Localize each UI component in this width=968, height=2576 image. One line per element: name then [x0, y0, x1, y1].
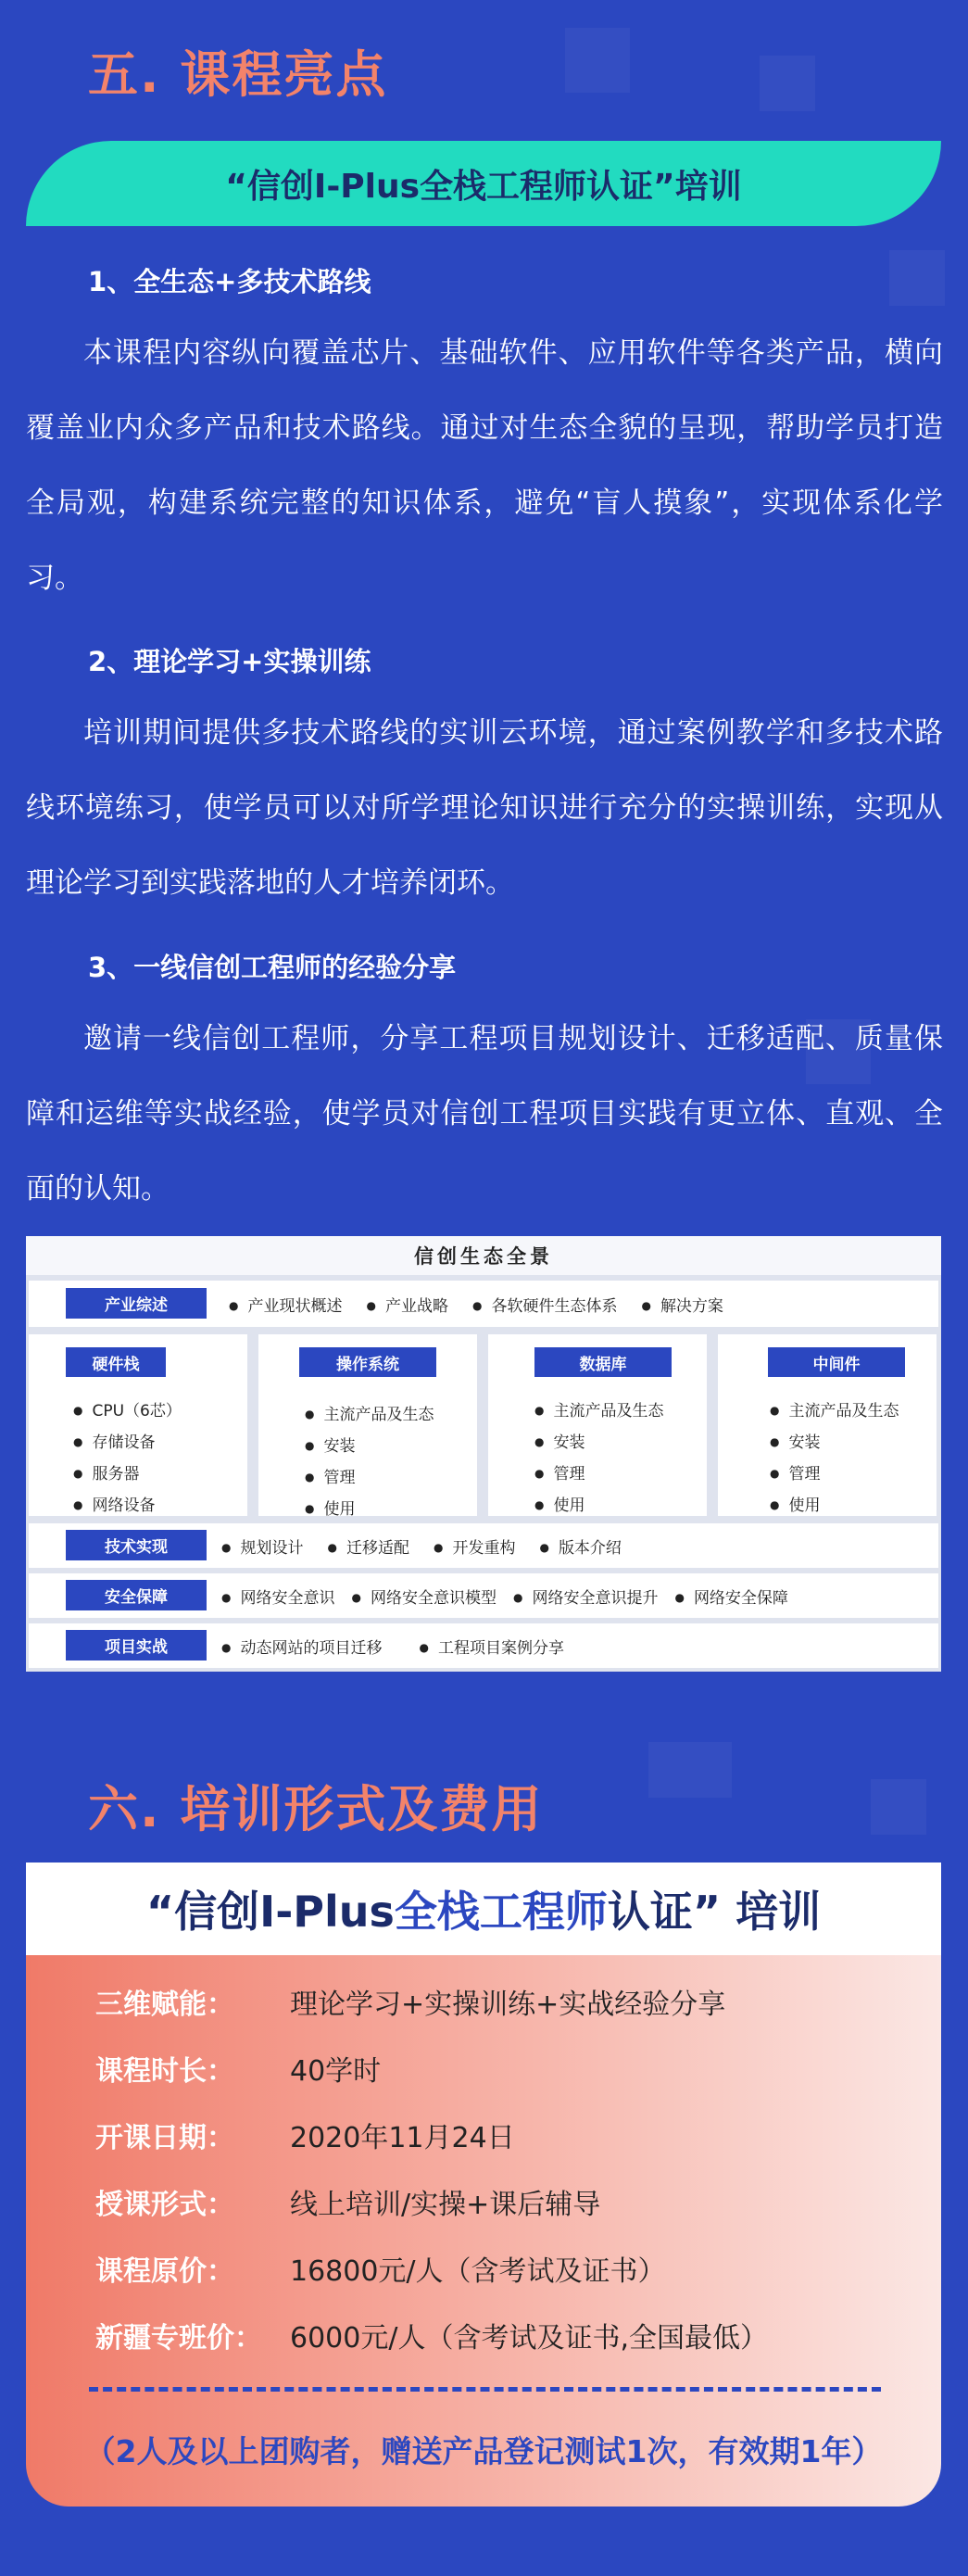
info-row	[95, 2048, 381, 2089]
middleware-label: 中间件	[768, 1347, 905, 1377]
hardware-list	[73, 1395, 182, 1522]
os-column	[258, 1334, 477, 1519]
list-item: ● 主流产品及生态	[770, 1395, 899, 1427]
info-row	[95, 1981, 725, 2022]
background-decoration	[760, 56, 815, 111]
background-decoration	[889, 250, 945, 306]
hardware-label: 硬件栈	[66, 1347, 166, 1377]
list-item: ● 动态网站的项目迁移	[221, 1635, 382, 1658]
list-item: ● 迁移适配	[327, 1534, 409, 1558]
pricing-card	[26, 1863, 941, 2507]
info-label: 新疆专班价：	[95, 2322, 262, 2355]
card-title-highlight: 全栈工程师	[394, 1887, 608, 1937]
list-item: ● 服务器	[73, 1458, 182, 1490]
hardware-column	[29, 1334, 247, 1516]
list-item: ● 网络安全意识	[221, 1585, 334, 1608]
overview-items	[229, 1281, 748, 1327]
list-item: ● 主流产品及生态	[305, 1399, 434, 1431]
list-item: ● 解决方案	[641, 1293, 723, 1316]
os-label: 操作系统	[299, 1347, 436, 1377]
list-item: ● 工程项目案例分享	[419, 1635, 563, 1658]
overview-row	[29, 1281, 938, 1327]
info-value: 6000元/人（含考试及证书,全国最低）	[290, 2322, 768, 2355]
list-item: ● 主流产品及生态	[534, 1395, 663, 1427]
info-label: 课程时长：	[95, 2055, 234, 2088]
list-item: ● 产业现状概述	[229, 1293, 342, 1316]
list-item: ● 开发重构	[434, 1534, 515, 1558]
tech-row	[29, 1523, 938, 1568]
security-row	[29, 1573, 938, 1618]
list-item: ● 安装	[770, 1427, 899, 1458]
info-label: 开课日期：	[95, 2122, 234, 2154]
info-row	[95, 2248, 666, 2289]
point2-heading: 2、理论学习+实操训练	[88, 646, 371, 677]
card-title-pre: “信创I-Plus	[145, 1887, 395, 1937]
project-row	[29, 1623, 938, 1668]
database-label: 数据库	[534, 1347, 672, 1377]
info-row	[95, 2315, 768, 2355]
list-item: ● CPU（6芯）	[73, 1395, 182, 1427]
point1-text: 本课程内容纵向覆盖芯片、基础软件、应用软件等各类产品，横向覆盖业内众多产品和技术路线。通过对生态全貌的呈现，帮助学员打造全局观，构建系统完整的知识体系，避免“盲人摸象”，实现体系化学习。	[26, 336, 943, 595]
background-decoration	[565, 28, 630, 93]
list-item: ● 安装	[305, 1431, 434, 1462]
info-row	[95, 2115, 515, 2155]
list-item: ● 网络安全保障	[674, 1585, 787, 1608]
info-row	[95, 2181, 600, 2222]
list-item: ● 产业战略	[366, 1293, 447, 1316]
info-label: 课程原价：	[95, 2255, 234, 2288]
background-decoration	[871, 1779, 926, 1835]
panorama-title: 信创生态全景	[26, 1236, 941, 1275]
os-list	[305, 1399, 434, 1525]
list-item: ● 使用	[305, 1494, 434, 1525]
dashed-divider	[89, 2387, 881, 2392]
section5-title: 五. 课程亮点	[88, 45, 388, 104]
tech-label: 技术实现	[66, 1530, 207, 1560]
list-item: ● 使用	[770, 1490, 899, 1522]
tech-items	[221, 1523, 646, 1568]
group-promo-note: （2人及以上团购者，赠送产品登记测试1次，有效期1年）	[84, 2433, 883, 2469]
section6-title: 六. 培训形式及费用	[88, 1780, 544, 1838]
point3-heading: 3、一线信创工程师的经验分享	[88, 952, 457, 983]
card-title-post: 认证” 培训	[607, 1887, 822, 1937]
middleware-column	[718, 1334, 937, 1516]
project-items	[221, 1623, 588, 1668]
security-items	[221, 1573, 788, 1618]
info-label: 三维赋能：	[95, 1989, 234, 2021]
project-label: 项目实战	[66, 1630, 207, 1661]
list-item: ● 安装	[534, 1427, 663, 1458]
list-item: ● 网络设备	[73, 1490, 182, 1522]
info-value: 理论学习+实操训练+实战经验分享	[290, 1989, 726, 2021]
list-item: ● 各软硬件生态体系	[472, 1293, 617, 1316]
list-item: ● 版本介绍	[539, 1534, 621, 1558]
ecosystem-panorama	[26, 1236, 941, 1672]
list-item: ● 网络安全意识模型	[351, 1585, 496, 1608]
list-item: ● 使用	[534, 1490, 663, 1522]
course-banner	[26, 141, 941, 226]
list-item: ● 存储设备	[73, 1427, 182, 1458]
point2-text: 培训期间提供多技术路线的实训云环境，通过案例教学和多技术路线环境练习，使学员可以对所学理论知识进行充分的实操训练，实现从理论学习到实践落地的人才培养闭环。	[26, 716, 943, 900]
database-list	[534, 1395, 663, 1522]
point3-text: 邀请一线信创工程师，分享工程项目规划设计、迁移适配、质量保障和运维等实战经验，使学员对信创工程项目实践有更立体、直观、全面的认知。	[26, 1022, 943, 1206]
list-item: ● 规划设计	[221, 1534, 303, 1558]
info-label: 授课形式：	[95, 2189, 234, 2221]
course-banner-text: “信创I-Plus全栈工程师认证”培训	[225, 167, 742, 206]
list-item: ● 管理	[305, 1462, 434, 1494]
list-item: ● 网络安全意识提升	[513, 1585, 658, 1608]
database-column	[488, 1334, 707, 1516]
point1-heading: 1、全生态+多技术路线	[88, 266, 371, 297]
info-value: 线上培训/实操+课后辅导	[290, 2189, 601, 2221]
overview-label: 产业综述	[66, 1288, 207, 1319]
security-label: 安全保障	[66, 1580, 207, 1610]
background-decoration	[648, 1742, 732, 1798]
list-item: ● 管理	[770, 1458, 899, 1490]
info-value: 2020年11月24日	[290, 2122, 515, 2154]
info-value: 40学时	[290, 2055, 382, 2088]
middleware-list	[770, 1395, 899, 1522]
pricing-card-title	[26, 1863, 941, 1955]
info-value: 16800元/人（含考试及证书）	[290, 2255, 666, 2288]
list-item: ● 管理	[534, 1458, 663, 1490]
